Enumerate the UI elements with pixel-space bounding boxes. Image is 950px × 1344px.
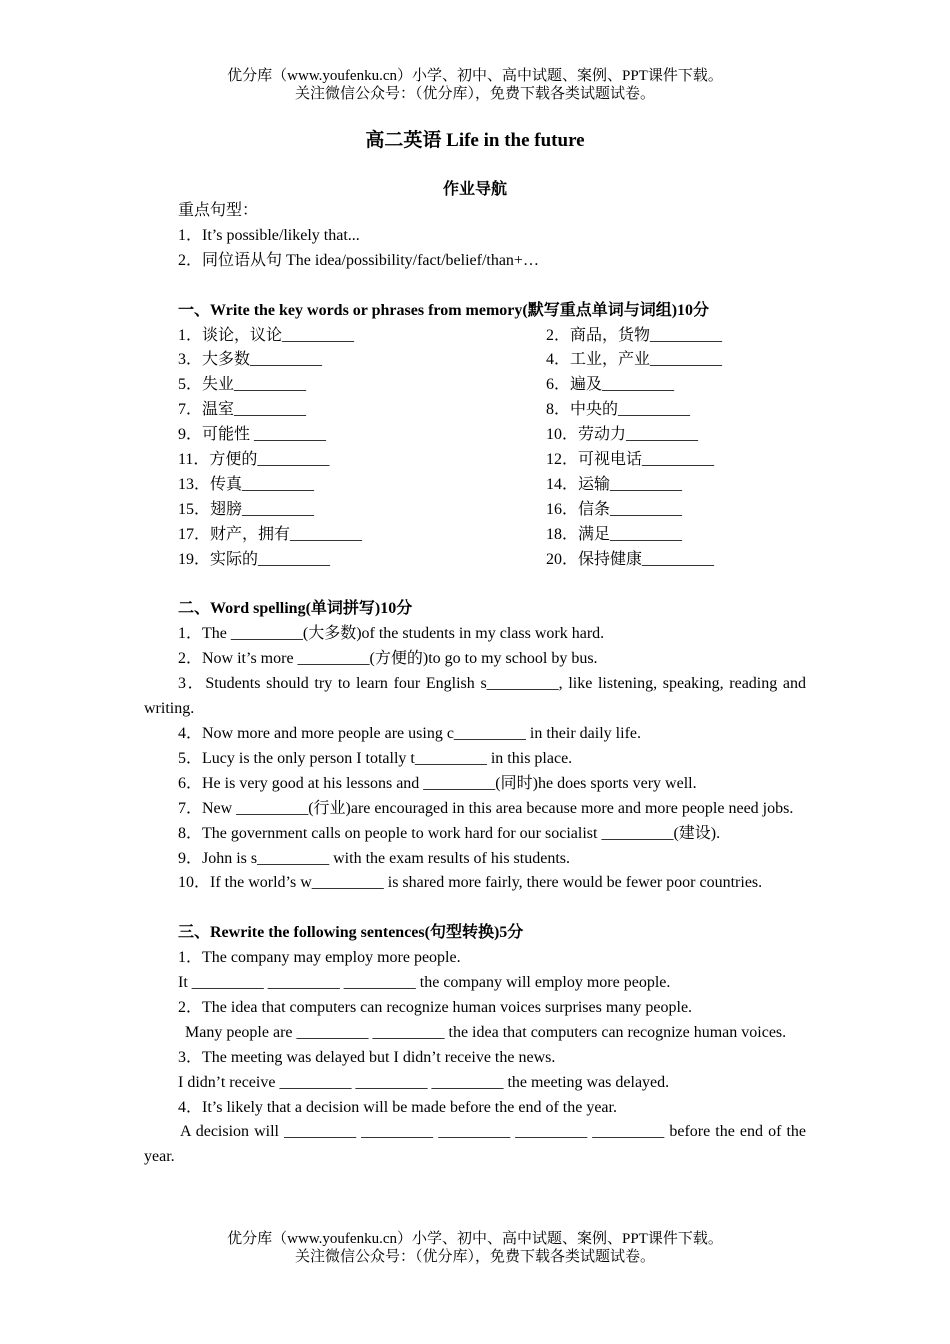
- spelling-item: 3．Students should try to learn four English s_________, like listening, speaking, reading and writing.: [144, 675, 806, 718]
- vocab-item: 10．劳动力_________: [546, 426, 699, 444]
- vocab-item: 17．财产，拥有_________: [178, 525, 363, 543]
- vocab-item: 5．失业_________: [178, 376, 307, 394]
- rewrite-item: A decision will _________ _________ _________ _________ _________ before the end of the year.: [144, 1123, 806, 1166]
- spelling-item: 10．If the world’s w_________ is shared more fairly, there would be fewer poor countries.: [178, 874, 763, 892]
- spelling-item: 4．Now more and more people are using c_________ in their daily life.: [178, 725, 641, 742]
- vocab-item: 1．谈论，议论_________: [178, 326, 355, 344]
- footer-line-2: 关注微信公众号：（优分库），免费下载各类试题试卷。: [294, 1249, 655, 1265]
- key-patterns-heading: 重点句型：: [178, 202, 259, 219]
- spacer: [144, 896, 806, 921]
- rewrite-item: 1．The company may employ more people.: [178, 949, 461, 967]
- key-pattern-item: 1．It’s possible/likely that...: [178, 226, 360, 244]
- vocab-item: 11．方便的_________: [178, 451, 330, 469]
- vocab-item: 6．遍及_________: [546, 376, 675, 394]
- rewrite-item: Many people are _________ _________ the idea that computers can recognize human voices.: [185, 1023, 787, 1041]
- spacer: [144, 274, 806, 299]
- section-3-heading: 三、Rewrite the following sentences(句型转换)5分: [178, 924, 524, 942]
- vocab-grid: [144, 324, 806, 573]
- rewrite-item: 4．It’s likely that a decision will be made before the end of the year.: [178, 1098, 617, 1116]
- header-line-2: 关注微信公众号：（优分库），免费下载各类试题试卷。: [294, 86, 655, 102]
- rewrite-item: It _________ _________ _________ the company will employ more people.: [178, 974, 671, 992]
- page-footer: [0, 1230, 950, 1266]
- page-header: [0, 67, 950, 103]
- section-2-heading: 二、Word spelling(单词拼写)10分: [178, 600, 413, 618]
- vocab-item: 3．大多数_________: [178, 351, 323, 369]
- vocab-item: 15．翅膀_________: [178, 500, 315, 518]
- vocab-item: 16．信条_________: [546, 500, 683, 518]
- spacer: [144, 573, 806, 598]
- footer-line-1: 优分库（www.youfenku.cn）小学、初中、高中试题、案例、PPT课件下载。: [227, 1231, 723, 1247]
- vocab-item: 8．中央的_________: [546, 401, 691, 419]
- vocab-item: 14．运输_________: [546, 475, 683, 493]
- vocab-item: 7．温室_________: [178, 401, 307, 419]
- vocab-item: 13．传真_________: [178, 475, 315, 493]
- vocab-item: 20．保持健康_________: [546, 550, 715, 568]
- key-pattern-item: 2．同位语从句 The idea/possibility/fact/belief/than+…: [178, 251, 539, 269]
- spelling-item: 7．New _________(行业)are encouraged in this area because more and more people need jobs.: [178, 799, 794, 817]
- vocab-item: 2．商品，货物_________: [546, 326, 723, 344]
- vocab-item: 18．满足_________: [546, 525, 683, 543]
- spelling-item: 6．He is very good at his lessons and _________(同时)he does sports very well.: [178, 774, 697, 792]
- spelling-item: 5．Lucy is the only person I totally t_________ in this place.: [178, 749, 573, 767]
- page-title: 高二英语 Life in the future: [365, 130, 585, 151]
- spelling-item: 2．Now it’s more _________(方便的)to go to my school by bus.: [178, 650, 598, 668]
- vocab-item: 4．工业，产业_________: [546, 351, 723, 369]
- header-line-1: 优分库（www.youfenku.cn）小学、初中、高中试题、案例、PPT课件下载。: [227, 68, 723, 84]
- spelling-item: 9．John is s_________ with the exam results of his students.: [178, 849, 570, 867]
- rewrite-item: 3．The meeting was delayed but I didn’t receive the news.: [178, 1048, 556, 1066]
- rewrite-item: 2．The idea that computers can recognize human voices surprises many people.: [178, 998, 693, 1016]
- spelling-item: 1．The _________(大多数)of the students in my class work hard.: [178, 625, 605, 643]
- worksheet-body: [144, 199, 806, 1170]
- section-1-heading: 一、Write the key words or phrases from memory(默写重点单词与词组)10分: [178, 301, 710, 319]
- vocab-item: 19．实际的_________: [178, 550, 331, 568]
- spelling-item: 8．The government calls on people to work hard for our socialist _________(建设).: [178, 824, 721, 842]
- page-subtitle: 作业导航: [442, 181, 507, 198]
- vocab-item: 9．可能性 _________: [178, 426, 327, 444]
- rewrite-item: I didn’t receive _________ _________ _________ the meeting was delayed.: [178, 1073, 670, 1091]
- vocab-item: 12．可视电话_________: [546, 451, 715, 469]
